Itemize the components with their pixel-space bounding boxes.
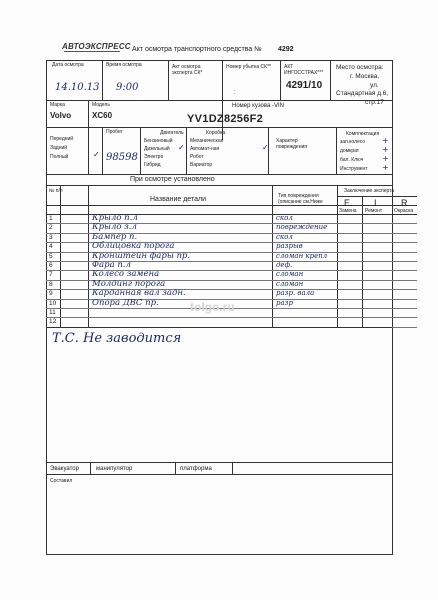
place-city: г. Москва,: [350, 73, 380, 80]
row-number: 4: [49, 243, 53, 251]
row-damage-type: повреждение: [276, 223, 328, 232]
col-name-header: Название детали: [150, 196, 206, 203]
engine-diesel-label: Дизельный: [144, 146, 170, 152]
damage-label: Характер повреждения: [276, 138, 307, 150]
row-number: 1: [49, 215, 53, 222]
row-damage-type: сломан: [276, 270, 304, 279]
row-part-name: Кронштейн фары пр.: [92, 250, 191, 261]
col-num-header: № п/п: [49, 188, 63, 194]
ingos-act-label: АКТ ИНГОССТРАХ***: [284, 64, 324, 76]
loss-number-value: :: [234, 90, 236, 96]
drive-full-label: Полный: [50, 154, 69, 160]
engine-hybrid-label: Гибрид: [144, 162, 161, 168]
row-part-name: Облицовка порога: [92, 241, 175, 252]
time-value: 9:00: [116, 82, 139, 93]
model-value: XC60: [92, 111, 113, 120]
row-number: 7: [49, 271, 53, 279]
col-conclusion-header: Заключение эксперта: [344, 188, 395, 194]
row-part-name: Фара п.л: [92, 260, 131, 270]
place-street-prefix: ул.: [370, 82, 379, 89]
time-label: Время осмотра: [106, 62, 142, 68]
place-building: стр.17: [365, 99, 384, 106]
row-damage-type: сломан: [276, 279, 304, 288]
gearbox-auto-label: Автомат-ная: [190, 146, 220, 152]
row-part-name: Колесо замена: [92, 269, 160, 280]
engine-petrol-label: Бензиновый: [144, 138, 173, 144]
drive-front-label: Передний: [50, 136, 74, 142]
row-damage-type: разрыв: [276, 242, 303, 251]
row-number: 2: [49, 224, 53, 232]
col-type-header: Тип повреждения (описание см.Ниже: [278, 193, 323, 205]
row-part-name: Молдинг порога: [92, 278, 166, 289]
row-damage-type: скол: [276, 214, 293, 222]
date-label: Дата осмотра: [52, 62, 84, 68]
composed-label: Составил: [50, 478, 73, 484]
findings-header: При осмотре установлено: [130, 176, 215, 183]
row-damage-type: скол: [276, 232, 293, 241]
row-damage-type: деф.: [276, 261, 293, 269]
kit-jack-check: +: [382, 145, 389, 154]
row-divider: [46, 317, 417, 318]
row-part-name: Карданная вал задн.: [92, 288, 186, 299]
engine-header: Двигатель: [160, 130, 184, 136]
row-part-name: Бампер п.: [92, 231, 138, 242]
row-number: 3: [49, 233, 53, 241]
kit-tools-label: Инструмент: [340, 166, 368, 172]
vin-value: YV1DZ8256F2: [187, 113, 264, 125]
kit-header: Комплектация: [346, 131, 380, 137]
gearbox-robot-label: Робот: [190, 154, 204, 160]
col-i-header: I: [374, 198, 377, 208]
row-number: 6: [49, 262, 53, 269]
col-e-sub: Замена: [339, 208, 357, 214]
place-street: Стандартная д.6,: [336, 90, 389, 97]
row-part-name: Опора ДВС пр.: [92, 297, 159, 308]
company-logo: [62, 36, 131, 58]
loss-number-label: Номер убытка СК**: [226, 64, 271, 70]
logo-text: АВТОЭКСПРЕСС: [62, 42, 131, 51]
row-number: 9: [49, 290, 53, 298]
row-number: 8: [49, 280, 53, 288]
row-number: 5: [49, 252, 53, 260]
evacuator-label: Эвакуатор: [50, 466, 79, 472]
row-damage-type: разр: [276, 298, 293, 307]
col-e-header: E: [344, 198, 351, 208]
row-number: 11: [49, 309, 56, 316]
col-i-sub: Ремонт: [365, 208, 383, 214]
kit-tools-check: +: [382, 163, 389, 172]
notes-text: Т.С. Не заводится: [52, 331, 182, 346]
platform-label: платформа: [180, 466, 212, 472]
manipulator-label: манипулятор: [96, 466, 133, 472]
row-number: 12: [49, 318, 57, 326]
ingos-act-value: 4291/10: [286, 80, 323, 91]
date-value: 14.10.13: [55, 82, 100, 93]
col-r-sub: Окраска: [394, 208, 414, 214]
place-label: Место осмотра:: [336, 64, 384, 71]
kit-wrench-check: +: [382, 154, 389, 163]
drive-full-check: ✓: [93, 150, 100, 159]
document-title: Акт осмотра транспортного средства №: [132, 46, 262, 53]
kit-wrench-label: бал. Ключ: [340, 157, 364, 163]
kit-spare-check: +: [382, 136, 389, 145]
gearbox-manual-label: Механическая: [190, 138, 224, 144]
row-part-name: Крыло п.л: [92, 213, 138, 223]
mileage-value: 98598: [106, 152, 138, 163]
col-r-header: R: [401, 198, 408, 208]
document-number: 4292: [278, 46, 294, 53]
make-value: Volvo: [50, 111, 72, 120]
row-damage-type: разр. вала: [276, 289, 315, 298]
kit-jack-label: домкрат: [340, 148, 360, 154]
drive-rear-label: Задний: [50, 145, 68, 151]
engine-diesel-check: ✓: [178, 143, 185, 152]
gearbox-header: Коробка: [206, 130, 226, 136]
logo-underline: [64, 51, 120, 52]
mileage-label: Пробег: [106, 129, 123, 135]
gearbox-auto-check: ✓: [262, 143, 269, 152]
vin-label: Номер кузова -VIN: [232, 103, 284, 109]
row-damage-type: сломан крепл: [276, 251, 328, 260]
make-label: Марка: [50, 102, 65, 108]
engine-electric-label: Электро: [144, 154, 164, 160]
gearbox-cvt-label: Вариатор: [190, 162, 213, 168]
row-part-name: Крыло з.л: [92, 222, 137, 233]
row-number: 10: [49, 299, 57, 307]
expert-act-label: Акт осмотра эксперта СК*: [172, 64, 203, 76]
watermark: tolgo.ru: [190, 300, 235, 314]
model-label: Модель: [92, 102, 110, 108]
kit-spare-label: зап.колесо: [340, 139, 366, 145]
